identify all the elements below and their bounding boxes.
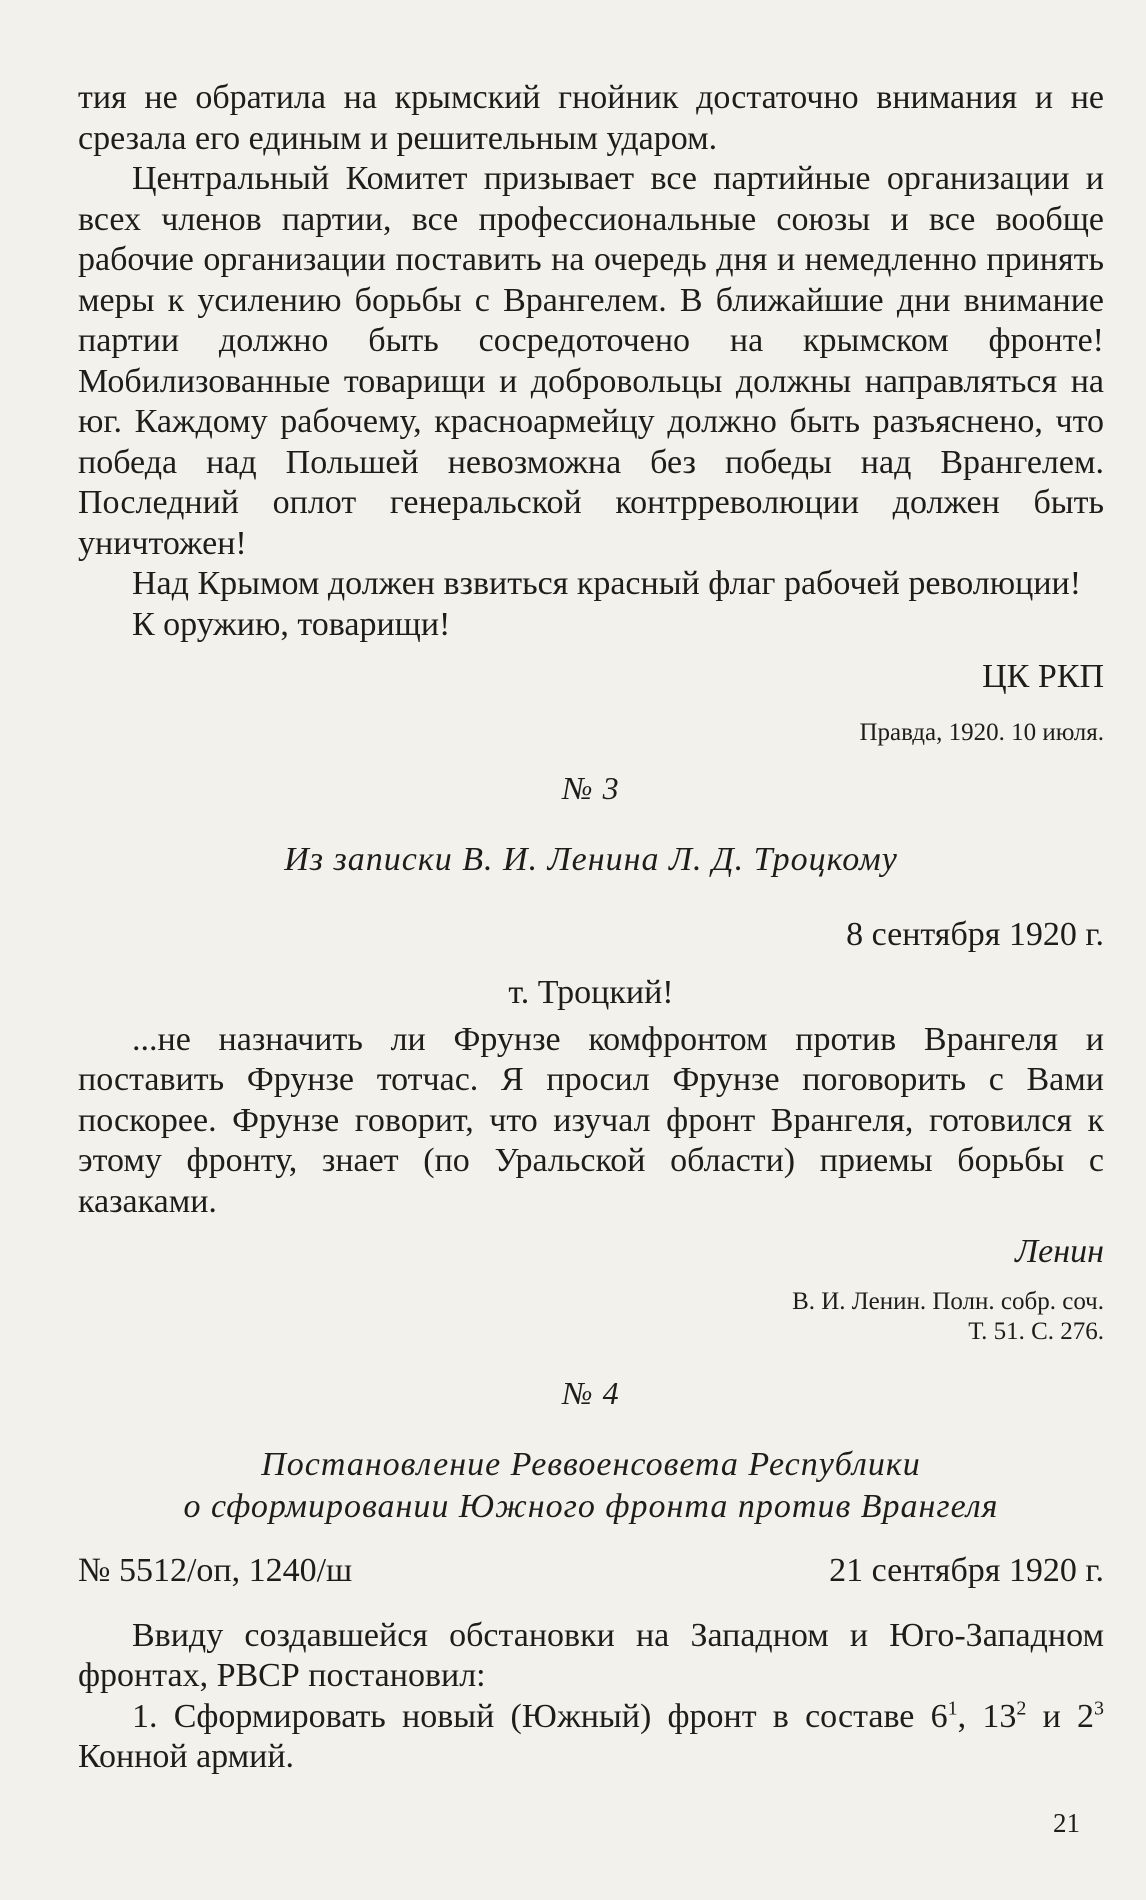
document-number-3: № 3 <box>562 769 620 806</box>
footnote-ref-3: 3 <box>1094 1697 1104 1720</box>
footnote-ref-1: 1 <box>947 1697 958 1720</box>
document-date-3: 8 сентября 1920 г. <box>846 915 1104 953</box>
signature-ck-rkp: ЦК РКП <box>982 658 1104 695</box>
footnote-ref-2: 2 <box>1016 1697 1027 1720</box>
paragraph-7 <box>78 1697 1104 1778</box>
signature-lenin: Ленин <box>1015 1233 1104 1270</box>
document-title-4-line2: о сформировании Южного фронта против Врангеля <box>183 1487 999 1525</box>
paragraph-5: ...не назначить ли Фрунзе комфронтом против Врангеля и поставить Фрунзе тотчас. Я просил Фрунзе поговорить с Вами поскорее. Фрунзе говорит, что изучал фронт Врангеля, готовился к этому фронту, знает (по Уральской области) приемы борьбы с казаками. <box>78 1020 1104 1220</box>
source-lenin-works-line1: В. И. Ленин. Полн. собр. соч. <box>792 1287 1104 1315</box>
document-number-4: № 4 <box>562 1374 620 1411</box>
order-header-row <box>78 1552 1104 1590</box>
document-page <box>78 78 1104 1778</box>
page-number: 21 <box>1053 1808 1080 1838</box>
paragraph-7-text-3: и 2 <box>1026 1697 1094 1735</box>
paragraph-7-text-2: , 13 <box>957 1697 1017 1735</box>
paragraph-1: тия не обратила на крымский гнойник достаточно внимания и не срезала его единым и решительным ударом. <box>78 79 1104 157</box>
source-lenin-works-line2: Т. 51. С. 276. <box>968 1317 1104 1345</box>
paragraph-4: К оружию, товарищи! <box>132 605 451 643</box>
paragraph-2: Центральный Комитет призывает все партийные организации и всех членов партии, все профессиональные союзы и все вообще рабочие организации поставить на очередь дня и немедленно принять меры к усилению борьбы с Врангелем. В ближайшие дни внимание партии должно быть сосредоточено на крымском фронте! Мобилизованные товарищи и добровольцы должны направляться на юг. Каждому рабочему, красноармейцу должно быть разъяснено, что победа над Польшей невозможна без победы над Врангелем. Последний оплот генеральской контрреволюции должен быть уничтожен! <box>78 160 1104 562</box>
paragraph-3: Над Крымом должен взвиться красный флаг рабочей революции! <box>132 565 1082 602</box>
paragraph-6: Ввиду создавшейся обстановки на Западном и Юго-Западном фронтах, РВСР постановил: <box>78 1616 1104 1694</box>
document-title-4-line1: Постановление Реввоенсовета Республики <box>261 1445 921 1483</box>
salutation: т. Троцкий! <box>508 974 674 1011</box>
paragraph-7-text-4: Конной армий. <box>78 1738 295 1775</box>
document-date-4: 21 сентября 1920 г. <box>829 1551 1104 1589</box>
source-pravda: Правда, 1920. 10 июля. <box>859 718 1104 746</box>
document-title-4 <box>78 1444 1104 1528</box>
source-lenin-works <box>78 1287 1104 1347</box>
paragraph-7-text-1: 1. Сформировать новый (Южный) фронт в составе 6 <box>132 1697 948 1735</box>
document-title-3: Из записки В. И. Ленина Л. Д. Троцкому <box>284 840 898 878</box>
order-number: № 5512/оп, 1240/ш <box>78 1551 353 1589</box>
